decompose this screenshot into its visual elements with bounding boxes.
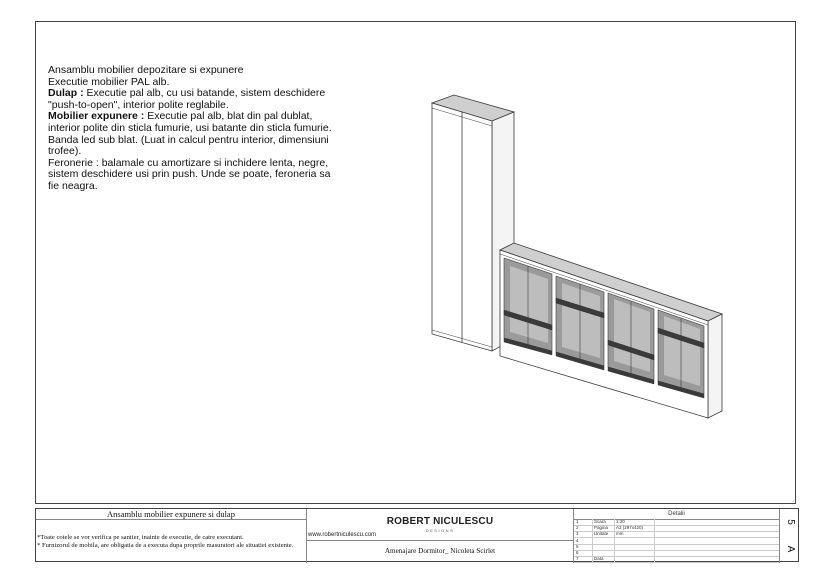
disclaimer (36, 534, 306, 562)
display-cabinet (500, 243, 722, 418)
details-row-value: 1:20 (616, 519, 625, 524)
sheet-title: Ansamblu mobilier expunere si dulap (36, 509, 306, 520)
details-row-value: A3 (297x420) (616, 525, 644, 531)
disclaimer-line-2: * Furnizorul de mobila, are obligatia de a executa dupa proprile masuratori ale situatiei existente. (37, 541, 294, 549)
details-row-number: 1 (576, 519, 579, 524)
brand-block (306, 509, 574, 563)
sheet-number: 5 (785, 519, 796, 525)
note-mobilier-label: Mobilier expunere : (48, 110, 145, 123)
details-row-number: 6 (576, 550, 579, 555)
cabinet-side (708, 314, 722, 418)
sheet-letter: A (785, 545, 796, 553)
details-row-key: Scara (594, 519, 606, 524)
note-line-1: Ansamblu mobilier depozitare si expunere (48, 64, 244, 76)
details-row-number: 5 (576, 543, 579, 549)
details-row-key: Data (594, 556, 604, 562)
details-row-key: Unitate (594, 531, 609, 537)
website-link[interactable]: www.robertniculescu.com (308, 532, 377, 538)
brand-subtitle: DESIGNS (425, 528, 455, 533)
note-mobilier-text: Executie pal alb, blat din pal dublat, interior polite din sticla fumurie, usi batante din sticla fumurie. Banda led sub blat. (Luat in calcul pentru interior, dimensiuni trofee). (48, 110, 332, 158)
note-line-2: Executie mobilier PAL alb. (48, 75, 170, 88)
details-row-number: 7 (576, 556, 579, 562)
title-block (35, 508, 799, 562)
brand-logo: ROBERT NICULESCU (386, 516, 494, 527)
details-row-key: Pagina (594, 525, 609, 531)
details-table (574, 509, 779, 563)
details-row (574, 556, 779, 563)
details-title: Detalii (574, 509, 779, 520)
details-row-value: mm (616, 531, 624, 537)
details-row-number: 4 (576, 537, 579, 543)
note-dulap-label: Dulap : (48, 87, 84, 100)
note-feronerie: Feronerie : balamale cu amortizare si inchidere lenta, negre, sistem deschidere usi prin push. Unde se poate, feroneria sa fie neagra. (48, 156, 331, 192)
details-row-number: 3 (576, 531, 579, 537)
project-name: Amenajare Dormitor_ Nicoleta Scirlet (307, 540, 573, 563)
sheet-id (779, 509, 798, 563)
disclaimer-line-1: *Toate cotele se vor verifica pe santier, inainte de executie, de catre executant. (37, 534, 244, 541)
details-row-number: 2 (576, 525, 579, 531)
note-dulap-text: Executie pal alb, cu usi batande, sistem deschidere "push-to-open", interior polite reglabile. (48, 87, 326, 111)
